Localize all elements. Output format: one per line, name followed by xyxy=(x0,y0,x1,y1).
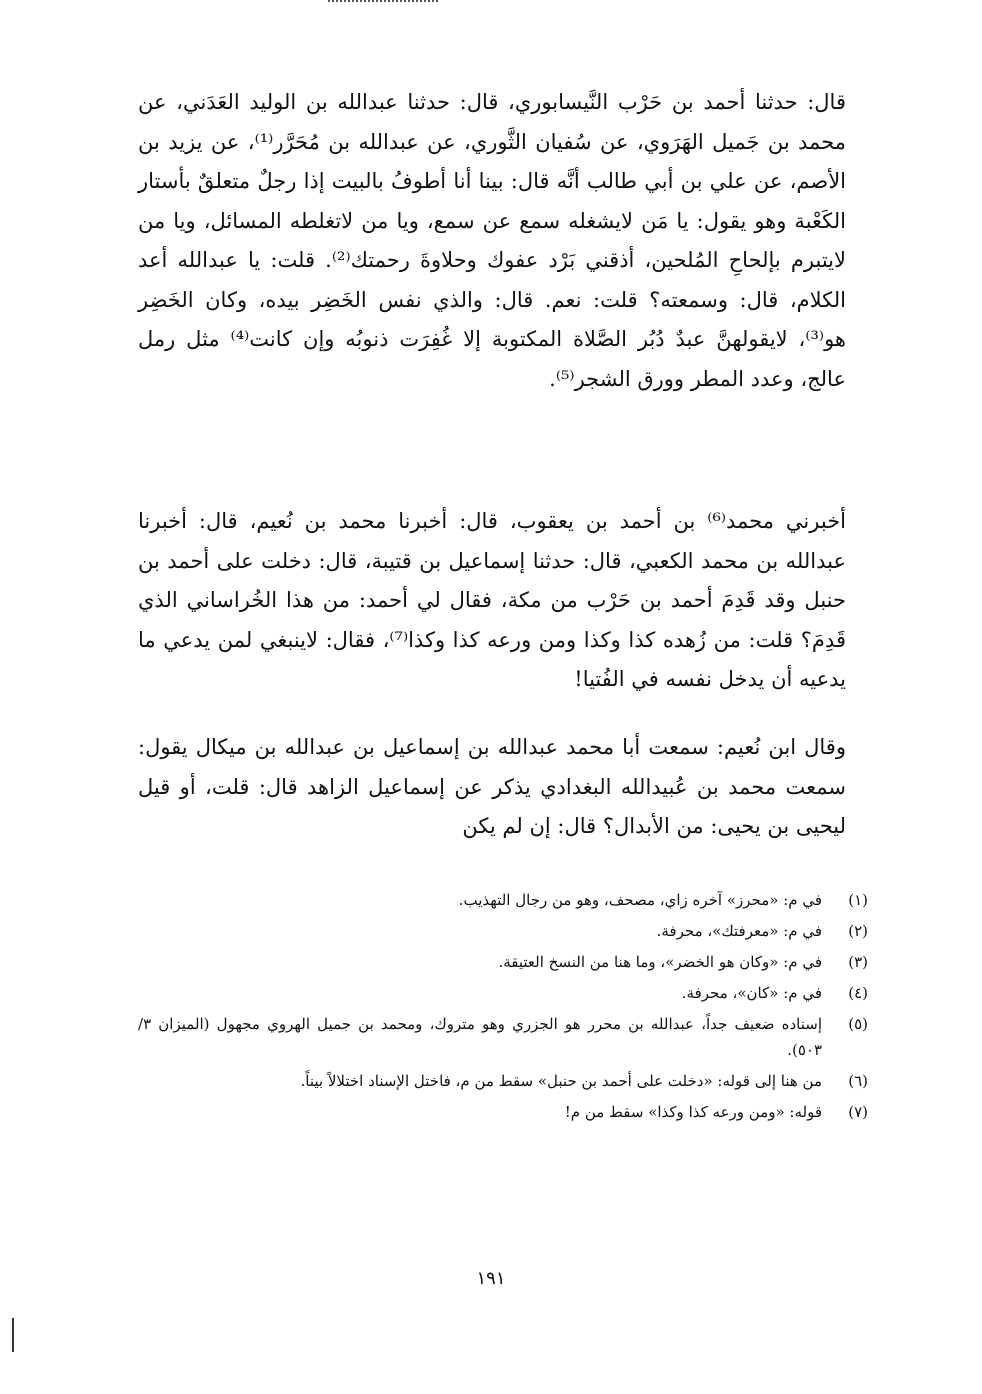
footnotes xyxy=(138,887,868,1130)
footnote-text: في م: «معرفتك»، محرفة. xyxy=(656,922,822,940)
footnote-text: في م: «وكان هو الخضر»، وما هنا من النسخ العتيقة. xyxy=(498,953,822,971)
paragraph-1: قال: حدثنا أحمد بن حَرْب النَّيسابوري، قال: حدثنا عبدالله بن الوليد العَدَني، عن محمد بن جَميل الهَرَوي، عن سُفيان الثَّوري، عن عبدالله بن مُحَرَّر⁽¹⁾، عن يزيد بن الأصم، عن علي بن أبي طالب أنَّه قال: بينا أنا أطوفُ بالبيت إذا رجلٌ متعلقٌ بأستار الكَعْبة وهو يقول: يا مَن لايشغله سمع عن سمع، ويا من لاتغلطه المسائل، ويا من لايتبرم بإلحاحِ المُلحين، أذقني بَرْد عفوك وحلاوةَ رحمتك⁽²⁾. قلت: يا عبدالله أعد الكلام، قال: وسمعته؟ قلت: نعم. قال: والذي نفس الخَضِر بيده، وكان الخَضِر هو⁽³⁾، لايقولهنَّ عبدٌ دُبُر الصَّلاة المكتوبة إلا غُفِرَت ذنوبُه وإن كانت⁽⁴⁾ مثل رمل عالج، وعدد المطر وورق الشجر⁽⁵⁾. xyxy=(138,90,847,391)
footnote-1 xyxy=(138,887,868,913)
footnote-number: (٦) xyxy=(848,1072,868,1090)
footnote-5 xyxy=(138,1011,868,1063)
paragraph-3: وقال ابن نُعيم: سمعت أبا محمد عبدالله بن إسماعيل بن عبدالله بن ميكال يقول: سمعت محمد بن عُبيدالله البغدادي يذكر عن إسماعيل الزاهد قال: قلت، أو قيل ليحيى بن يحيى: من الأبدال؟ قال: إن لم يكن xyxy=(138,735,846,838)
footnote-3 xyxy=(138,949,868,975)
footnote-text: إسناده ضعيف جداً، عبدالله بن محرر هو الجزري وهو متروك، ومحمد بن جميل الهروي مجهول (الميزان ٣/ ٥٠٣). xyxy=(138,1015,822,1059)
footnote-number: (٢) xyxy=(848,922,868,940)
footnote-number: (٧) xyxy=(848,1103,868,1121)
footnote-text: في م: «محرز» آخره زاي، مصحف، وهو من رجال التهذيب. xyxy=(458,891,822,909)
paragraph-2: أخبرني محمد⁽⁶⁾ بن أحمد بن يعقوب، قال: أخبرنا محمد بن نُعيم، قال: أخبرنا عبدالله بن محمد الكعبي، قال: حدثنا إسماعيل بن قتيبة، قال: دخلت على أحمد بن حنبل وقد قَدِمَ أحمد بن حَرْب من مكة، فقال لي أحمد: من هذا الخُراساني الذي قَدِمَ؟ قلت: من زُهده كذا وكذا ومن ورعه كذا وكذا⁽⁷⁾، فقال: لاينبغي لمن يدعي ما يدعيه أن يدخل نفسه في الفُتيا! xyxy=(138,509,847,691)
footnote-6 xyxy=(138,1068,868,1094)
footnote-number: (١) xyxy=(848,891,868,909)
footnote-2 xyxy=(138,918,868,944)
scan-artifact-left xyxy=(12,1318,14,1352)
footnote-text: قوله: «ومن ورعه كذا وكذا» سقط من م! xyxy=(564,1103,822,1121)
footnote-4 xyxy=(138,980,868,1006)
footnote-text: في م: «كان»، محرفة. xyxy=(681,984,822,1002)
footnote-text: من هنا إلى قوله: «دخلت على أحمد بن حنبل» سقط من م، فاختل الإسناد اختلالاً بيناً. xyxy=(300,1072,822,1090)
page-number: ١٩١ xyxy=(476,1268,506,1289)
footnote-number: (٥) xyxy=(848,1015,868,1033)
footnote-number: (٤) xyxy=(848,984,868,1002)
footnote-number: (٣) xyxy=(848,953,868,971)
scan-artifact-top xyxy=(328,0,438,6)
footnote-7 xyxy=(138,1099,868,1125)
